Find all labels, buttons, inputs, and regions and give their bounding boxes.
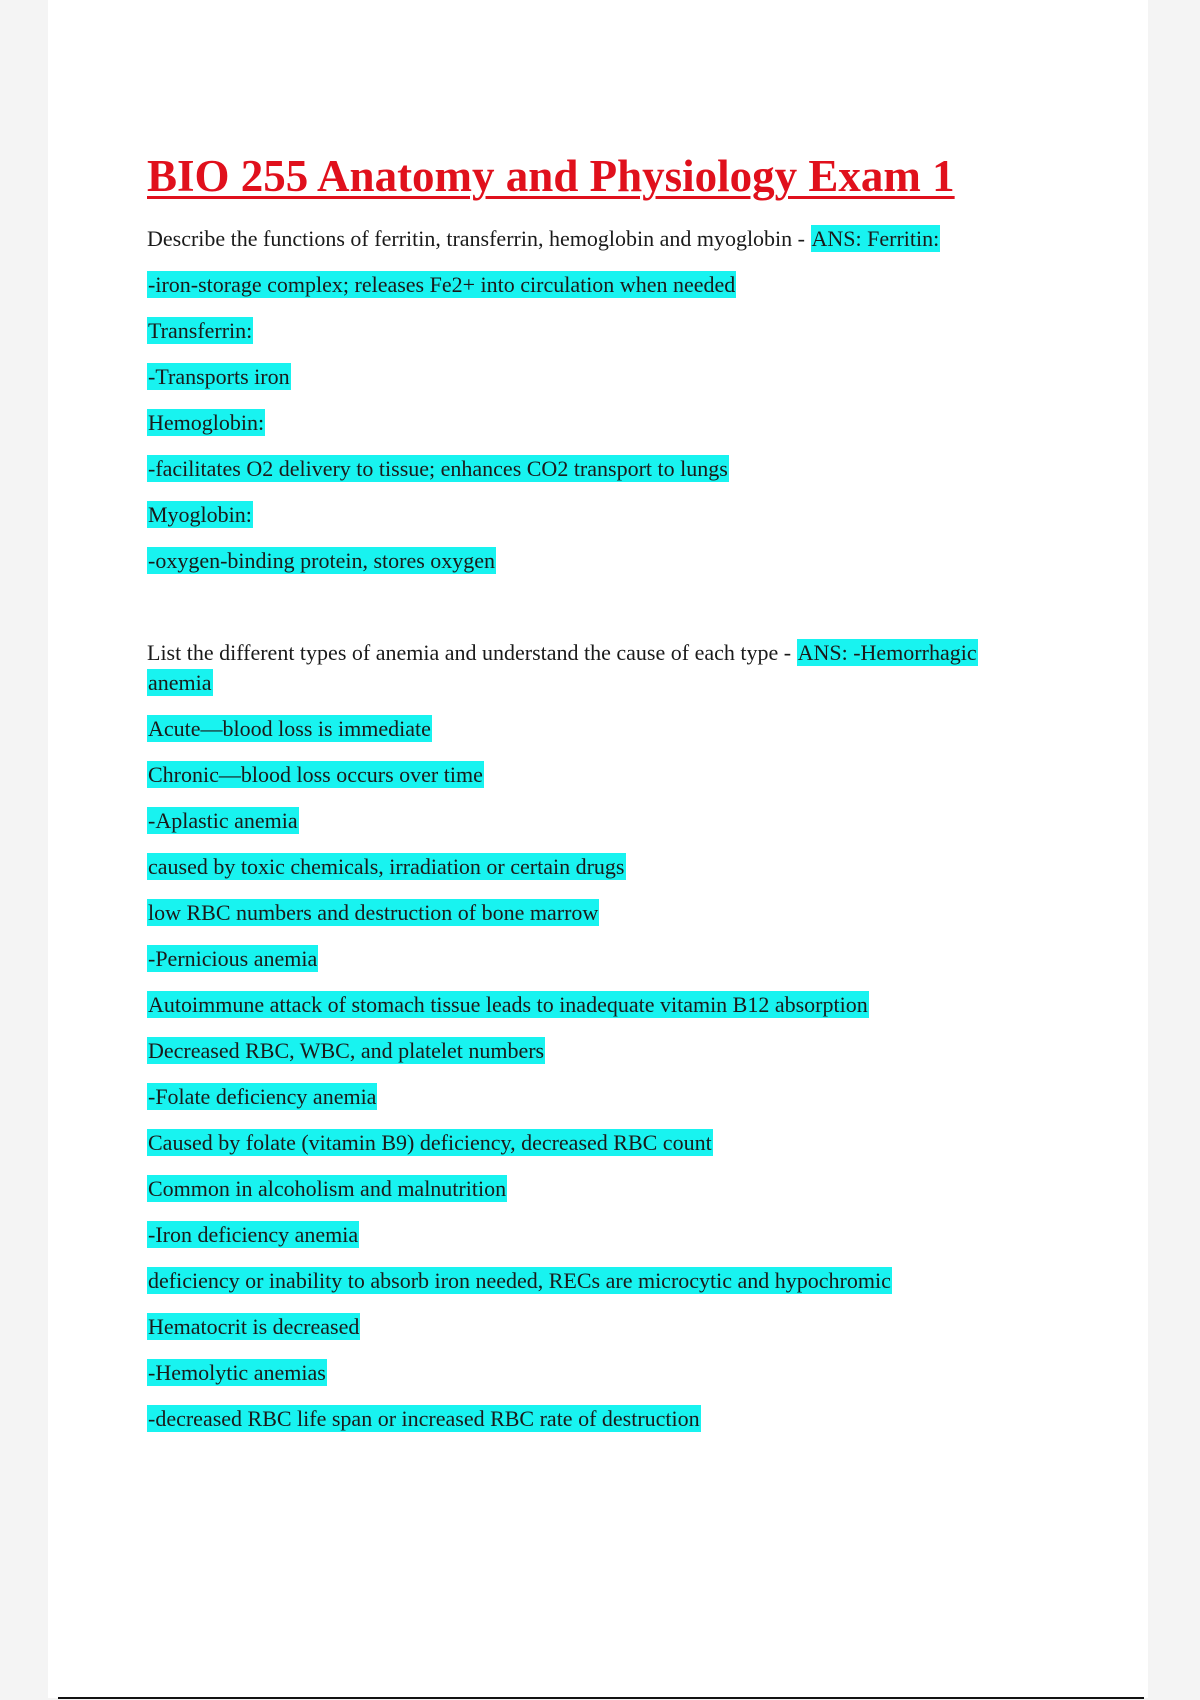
answer-line — [147, 408, 1067, 438]
answer-line — [147, 714, 1082, 744]
answer-highlight: caused by toxic chemicals, irradiation or certain drugs — [148, 854, 625, 879]
answer-highlight: Decreased RBC, WBC, and platelet numbers — [148, 1038, 545, 1063]
answer-highlight: -Iron deficiency anemia — [148, 1222, 359, 1247]
answer-line — [147, 1404, 1082, 1434]
answer-highlight: Chronic—blood loss occurs over time — [148, 762, 483, 787]
answer-line — [147, 898, 1082, 928]
answer-highlight: Acute—blood loss is immediate — [148, 716, 431, 741]
answer-line — [147, 852, 1082, 882]
page-bottom-rule — [58, 1697, 1144, 1699]
answer-line — [147, 1358, 1082, 1388]
answer-highlight: -decreased RBC life span or increased RBC rate of destruction — [148, 1406, 700, 1431]
answer-highlight: Autoimmune attack of stomach tissue leads to inadequate vitamin B12 absorption — [148, 992, 868, 1017]
answer-highlight: Transferrin: — [148, 318, 253, 343]
answer-highlight: ANS: -Hemorrhagic — [797, 640, 977, 665]
answer-line — [147, 546, 1067, 576]
answer-highlight: low RBC numbers and destruction of bone marrow — [148, 900, 599, 925]
answer-highlight: Hemoglobin: — [148, 410, 265, 435]
answer-highlight: -facilitates O2 delivery to tissue; enhances CO2 transport to lungs — [148, 456, 728, 481]
answer-line — [147, 1266, 1082, 1296]
question-text: Describe the functions of ferritin, transferrin, hemoglobin and myoglobin - — [147, 226, 811, 251]
answer-highlight: Common in alcoholism and malnutrition — [148, 1176, 507, 1201]
answer-line — [147, 944, 1082, 974]
answer-highlight: Hematocrit is decreased — [148, 1314, 360, 1339]
answer-line — [147, 1174, 1082, 1204]
answer-highlight: Caused by folate (vitamin B9) deficiency, decreased RBC count — [148, 1130, 712, 1155]
question-text: List the different types of anemia and understand the cause of each type - — [147, 640, 797, 665]
answer-line — [147, 270, 1067, 300]
question-block-1 — [147, 224, 1067, 592]
answer-highlight: -oxygen-binding protein, stores oxygen — [148, 548, 496, 573]
answer-highlight: -Hemolytic anemias — [148, 1360, 326, 1385]
answer-line — [147, 1036, 1082, 1066]
answer-line — [147, 362, 1067, 392]
answer-line — [147, 1312, 1082, 1342]
answer-highlight: -Aplastic anemia — [148, 808, 298, 833]
answer-line — [147, 1082, 1082, 1112]
answer-highlight: ANS: Ferritin: — [811, 226, 940, 251]
answer-highlight: -Transports iron — [148, 364, 290, 389]
answer-line — [147, 806, 1082, 836]
answer-highlight: -Folate deficiency anemia — [148, 1084, 377, 1109]
answer-highlight: deficiency or inability to absorb iron needed, RECs are microcytic and hypochromic — [148, 1268, 891, 1293]
answer-highlight: -Pernicious anemia — [148, 946, 318, 971]
answer-highlight: anemia — [148, 670, 212, 695]
answer-line — [147, 1220, 1082, 1250]
question-line — [147, 224, 1067, 254]
answer-line — [147, 454, 1067, 484]
answer-highlight: -iron-storage complex; releases Fe2+ into circulation when needed — [148, 272, 736, 297]
question-line — [147, 638, 1082, 698]
question-block-2 — [147, 638, 1082, 1450]
answer-highlight: Myoglobin: — [148, 502, 252, 527]
document-title: BIO 255 Anatomy and Physiology Exam 1 — [147, 151, 955, 201]
answer-line — [147, 990, 1082, 1020]
answer-line — [147, 316, 1067, 346]
answer-line — [147, 1128, 1082, 1158]
answer-line — [147, 760, 1082, 790]
answer-line — [147, 500, 1067, 530]
